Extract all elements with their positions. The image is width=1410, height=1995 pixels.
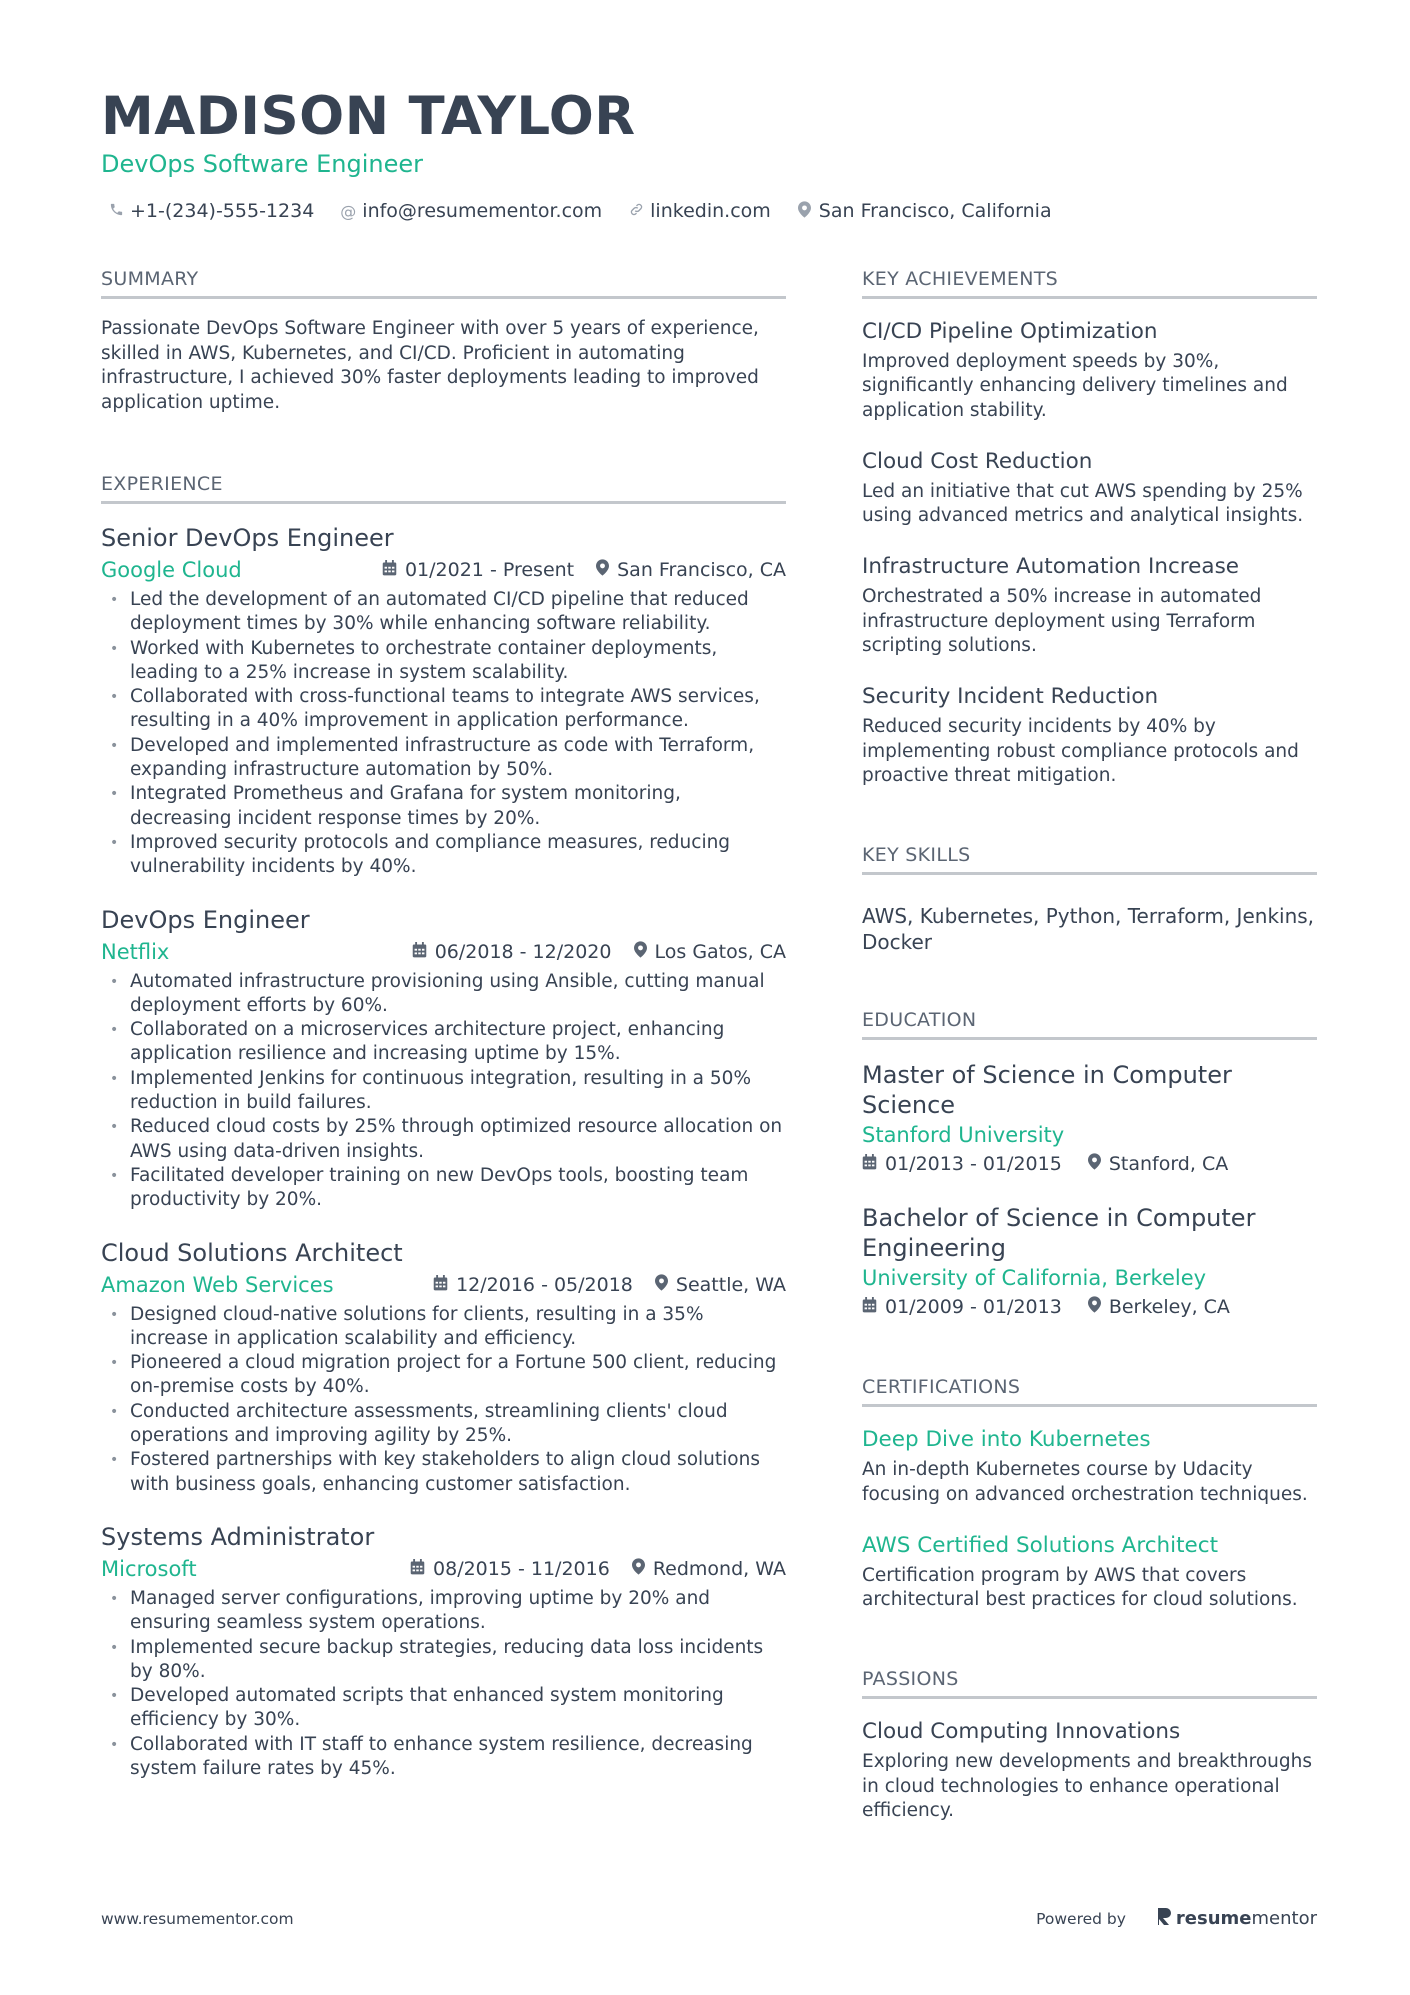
contact-linkedin[interactable] <box>628 200 771 222</box>
job-meta-right <box>433 1274 786 1296</box>
education-item <box>862 1060 1317 1175</box>
education-heading: EDUCATION <box>862 1009 1317 1040</box>
job-company: Netflix <box>101 939 170 964</box>
education-location <box>1088 1153 1228 1175</box>
footer-branding <box>1036 1906 1317 1931</box>
contact-location-text: San Francisco, California <box>818 200 1052 222</box>
passions-heading: PASSIONS <box>862 1668 1317 1699</box>
achievement-title: Cloud Cost Reduction <box>862 448 1093 474</box>
job-meta-right <box>410 1558 786 1580</box>
achievement-item <box>862 684 1317 788</box>
calendar-icon <box>382 559 397 581</box>
summary-text: Passionate DevOps Software Engineer with over 5 years of experience, skilled in AWS, Kubernetes, and CI/CD. Proficient in automating infrastructure, I achieved 30% faster deployments leading to improved application uptime. <box>101 318 759 413</box>
job-dates-text: 06/2018 - 12/2020 <box>434 940 612 963</box>
job-bullet: • Fostered partnerships with key stakeholders to align cloud solutions with business goals, enhancing customer satisfaction. <box>101 1448 786 1497</box>
job-bullet: • Integrated Prometheus and Grafana for system monitoring, decreasing incident response times by 20%. <box>101 782 786 831</box>
job-company: Microsoft <box>101 1556 197 1581</box>
achievement-desc: Led an initiative that cut AWS spending by 25% using advanced metrics and analytical insights. <box>862 480 1304 527</box>
job-location-text: Seattle, WA <box>675 1273 786 1296</box>
job-dates-text: 12/2016 - 05/2018 <box>456 1273 633 1296</box>
job-meta <box>101 1273 786 1297</box>
job-location-text: San Francisco, CA <box>617 559 786 581</box>
job-bullets <box>101 1303 786 1497</box>
education-section <box>862 1009 1317 1318</box>
job-dates <box>412 941 612 963</box>
job-title: Systems Administrator <box>101 1522 375 1551</box>
achievement-item <box>862 554 1317 658</box>
education-degree: Bachelor of Science in Computer Engineering <box>862 1204 1256 1263</box>
contact-bar <box>108 200 1052 222</box>
education-location <box>1088 1296 1230 1318</box>
contact-email-text: info@resumementor.com <box>362 200 603 222</box>
skills-text: AWS, Kubernetes, Python, Terraform, Jenkins, Docker <box>862 904 1315 955</box>
job-entry <box>101 1239 786 1497</box>
job-meta <box>101 1557 786 1581</box>
certification-title: AWS Certified Solutions Architect <box>862 1532 1219 1558</box>
education-school: Stanford University <box>862 1123 1065 1148</box>
education-dates <box>862 1153 1062 1175</box>
job-bullet: • Automated infrastructure provisioning using Ansible, cutting manual deployment efforts by 60%. <box>101 970 786 1019</box>
job-bullet: • Worked with Kubernetes to orchestrate container deployments, leading to a 25% increase in system scalability. <box>101 637 786 686</box>
resumementor-logo-icon <box>1156 1906 1172 1931</box>
calendar-icon <box>410 1558 425 1580</box>
achievement-desc: Reduced security incidents by 40% by implementing robust compliance protocols and proactive threat mitigation. <box>862 716 1299 786</box>
job-bullets <box>101 1587 786 1781</box>
location-icon <box>596 559 609 581</box>
experience-section <box>101 473 786 1781</box>
at-icon: @ <box>340 201 357 221</box>
job-meta-right <box>412 941 786 963</box>
education-dates <box>862 1296 1062 1318</box>
job-entry <box>101 524 786 880</box>
job-bullet: • Collaborated with IT staff to enhance system resilience, decreasing system failure rates by 45%. <box>101 1733 786 1782</box>
certification-desc: An in-depth Kubernetes course by Udacity focusing on advanced orchestration techniques. <box>862 1459 1308 1505</box>
right-column <box>862 268 1317 1823</box>
brand-name-light: mentor <box>1251 1908 1317 1929</box>
achievement-item <box>862 449 1317 529</box>
job-meta <box>101 558 786 582</box>
passion-item <box>862 1719 1317 1823</box>
brand-logo[interactable] <box>1156 1906 1317 1931</box>
job-dates <box>410 1558 610 1580</box>
calendar-icon <box>433 1274 448 1296</box>
contact-linkedin-text: linkedin.com <box>650 200 771 222</box>
brand-name-bold: resume <box>1175 1908 1252 1929</box>
footer-website[interactable]: www.resumementor.com <box>101 1910 294 1928</box>
certification-desc: Certification program by AWS that covers architectural best practices for cloud solutions. <box>862 1564 1298 1611</box>
phone-icon <box>108 202 124 221</box>
summary-section <box>101 268 786 415</box>
education-meta <box>862 1296 1317 1318</box>
job-dates <box>433 1274 633 1296</box>
achievement-title: CI/CD Pipeline Optimization <box>862 319 1158 344</box>
location-icon <box>634 941 647 963</box>
location-icon <box>797 201 813 222</box>
location-icon <box>1088 1296 1101 1318</box>
contact-location <box>797 200 1052 222</box>
education-school: University of California, Berkeley <box>862 1266 1207 1291</box>
job-entry <box>101 906 786 1213</box>
job-dates-text: 08/2015 - 11/2016 <box>433 1557 610 1580</box>
job-title: Senior DevOps Engineer <box>101 524 394 552</box>
job-bullet: • Implemented secure backup strategies, reducing data loss incidents by 80%. <box>101 1636 786 1685</box>
certification-item <box>862 1427 1317 1507</box>
job-location-text: Redmond, WA <box>652 1557 786 1580</box>
certification-title: Deep Dive into Kubernetes <box>862 1427 1151 1453</box>
job-bullet: • Managed server configurations, improving uptime by 20% and ensuring seamless system operations. <box>101 1587 786 1636</box>
calendar-icon <box>862 1296 877 1318</box>
skills-heading: KEY SKILLS <box>862 844 1317 875</box>
passion-desc: Exploring new developments and breakthroughs in cloud technologies to enhance operational efficiency. <box>862 1751 1312 1822</box>
calendar-icon <box>862 1153 877 1175</box>
achievements-heading: KEY ACHIEVEMENTS <box>862 268 1317 299</box>
location-icon <box>1088 1153 1101 1175</box>
powered-by-label: Powered by <box>1036 1909 1126 1928</box>
job-bullets <box>101 970 786 1213</box>
experience-heading: EXPERIENCE <box>101 473 786 504</box>
job-title: DevOps Engineer <box>101 905 310 934</box>
achievement-desc: Improved deployment speeds by 30%, significantly enhancing delivery timelines and application stability. <box>862 351 1288 421</box>
job-title: Cloud Solutions Architect <box>101 1238 403 1267</box>
contact-phone-text: +1-(234)-555-1234 <box>130 200 315 222</box>
job-location-text: Los Gatos, CA <box>654 940 786 963</box>
candidate-name: MADISON TAYLOR <box>101 86 636 147</box>
achievement-item <box>862 319 1317 423</box>
job-location <box>632 1558 786 1580</box>
job-bullet: • Developed automated scripts that enhanced system monitoring efficiency by 30%. <box>101 1684 786 1733</box>
job-bullet: • Collaborated with cross-functional teams to integrate AWS services, resulting in a 40% improvement in application performance. <box>101 685 786 734</box>
certifications-heading: CERTIFICATIONS <box>862 1376 1317 1407</box>
education-location-text: Berkeley, CA <box>1108 1296 1230 1319</box>
passions-section <box>862 1668 1317 1823</box>
job-bullet: • Led the development of an automated CI/CD pipeline that reduced deployment times by 30% while enhancing software reliability. <box>101 588 786 637</box>
calendar-icon <box>412 941 427 963</box>
achievement-title: Security Incident Reduction <box>862 684 1159 710</box>
passion-title: Cloud Computing Innovations <box>862 1719 1181 1745</box>
certifications-section <box>862 1376 1317 1612</box>
job-location <box>596 559 786 581</box>
left-column <box>101 268 786 1781</box>
summary-heading: SUMMARY <box>101 268 786 299</box>
job-bullet: • Collaborated on a microservices architecture project, enhancing application resilience and increasing uptime by 15%. <box>101 1018 786 1067</box>
job-company: Google Cloud <box>101 558 242 582</box>
job-meta <box>101 940 786 964</box>
skills-section <box>862 844 1317 955</box>
education-location-text: Stanford, CA <box>1108 1153 1229 1176</box>
achievement-title: Infrastructure Automation Increase <box>862 554 1239 580</box>
job-bullet: • Conducted architecture assessments, streamlining clients' cloud operations and improving agility by 25%. <box>101 1400 786 1449</box>
job-dates <box>382 559 574 581</box>
contact-email[interactable] <box>340 200 602 222</box>
job-bullet: • Improved security protocols and compliance measures, reducing vulnerability incidents by 40%. <box>101 831 786 880</box>
job-location <box>655 1274 786 1296</box>
job-bullet: • Implemented Jenkins for continuous integration, resulting in a 50% reduction in build failures. <box>101 1067 786 1116</box>
education-meta <box>862 1153 1317 1175</box>
job-meta-right <box>382 559 786 581</box>
job-bullet: • Reduced cloud costs by 25% through optimized resource allocation on AWS using data-driven insights. <box>101 1115 786 1164</box>
job-bullet: • Designed cloud-native solutions for clients, resulting in a 35% increase in application scalability and efficiency. <box>101 1303 786 1352</box>
link-icon <box>628 202 644 221</box>
certification-item <box>862 1533 1317 1613</box>
job-bullet: • Pioneered a cloud migration project for a Fortune 500 client, reducing on-premise costs by 40%. <box>101 1351 786 1400</box>
education-dates-text: 01/2013 - 01/2015 <box>885 1153 1062 1176</box>
job-company: Amazon Web Services <box>101 1272 334 1297</box>
location-icon <box>655 1274 668 1296</box>
job-bullet: • Facilitated developer training on new DevOps tools, boosting team productivity by 20%. <box>101 1164 786 1213</box>
education-item <box>862 1203 1317 1318</box>
job-bullet: • Developed and implemented infrastructure as code with Terraform, expanding infrastructure automation by 50%. <box>101 734 786 783</box>
location-icon <box>632 1558 645 1580</box>
education-degree: Master of Science in Computer Science <box>862 1061 1232 1120</box>
contact-phone[interactable] <box>108 200 314 222</box>
achievements-section <box>862 268 1317 788</box>
job-entry <box>101 1523 786 1781</box>
job-dates-text: 01/2021 - Present <box>404 559 575 581</box>
candidate-role: DevOps Software Engineer <box>101 150 424 178</box>
job-location <box>634 941 787 963</box>
job-bullets <box>101 588 786 880</box>
achievement-desc: Orchestrated a 50% increase in automated infrastructure deployment using Terraform scripting solutions. <box>862 586 1262 657</box>
education-dates-text: 01/2009 - 01/2013 <box>885 1296 1062 1319</box>
